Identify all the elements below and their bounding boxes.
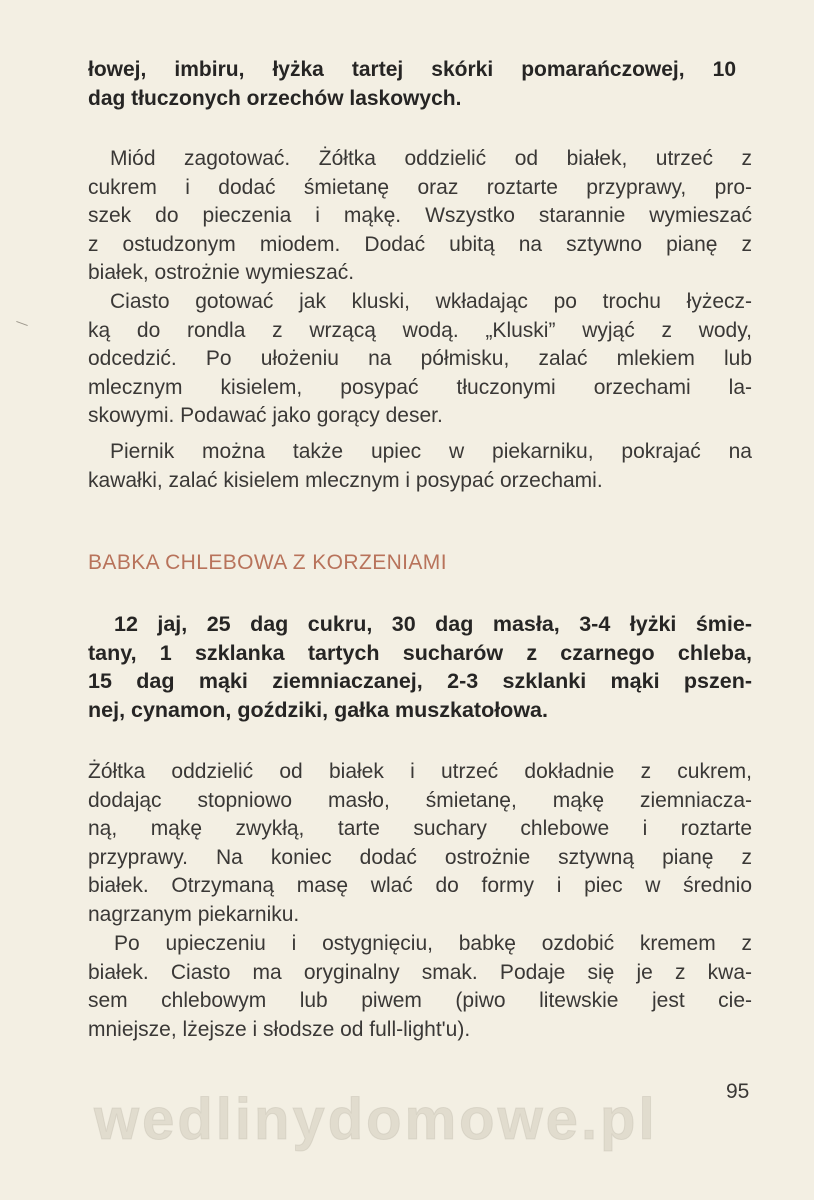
ingredients-continuation xyxy=(88,56,736,113)
text-line: z ostudzonym miodem. Dodać ubitą na sztywno pianę z xyxy=(88,232,752,256)
recipe-paragraph xyxy=(88,758,752,930)
text-line: ną, mąkę zwykłą, tarte suchary chlebowe i roztarte xyxy=(88,817,752,841)
text-line: sem chlebowym lub piwem (piwo litewskie jest cie- xyxy=(88,989,752,1013)
text-line: dodając stopniowo masło, śmietanę, mąkę ziemniacza- xyxy=(88,788,752,812)
text-line: skowymi. Podawać jako gorący deser. xyxy=(88,404,443,428)
watermark: wedlinydomowe.pl xyxy=(94,1087,658,1152)
text-line: Żółtka oddzielić od białek i utrzeć dokładnie z cukrem, xyxy=(88,760,752,783)
text-line: łowej, imbiru, łyżka tartej skórki pomarańczowej, 10 xyxy=(88,58,736,81)
recipe-paragraph xyxy=(88,438,752,495)
text-line: Miód zagotować. Żółtka oddzielić od białek, utrzeć z xyxy=(110,147,752,170)
recipe-paragraph xyxy=(88,288,752,431)
text-line: białek, ostrożnie wymieszać. xyxy=(88,261,355,285)
text-line: Piernik można także upiec w piekarniku, pokrajać na xyxy=(110,440,752,463)
text-line: nagrzanym piekarniku. xyxy=(88,902,300,926)
text-line: kawałki, zalać kisielem mlecznym i posypać orzechami. xyxy=(88,468,603,492)
text-line: Po upieczeniu i ostygnięciu, babkę ozdobić kremem z xyxy=(114,932,752,955)
text-line: odcedzić. Po ułożeniu na półmisku, zalać mlekiem lub xyxy=(88,347,752,371)
recipe-title: BABKA CHLEBOWA Z KORZENIAMI xyxy=(88,551,447,574)
text-line: szek do pieczenia i mąkę. Wszystko starannie wymieszać xyxy=(88,204,752,228)
text-line: ką do rondla z wrzącą wodą. „Kluski” wyjąć z wody, xyxy=(88,318,752,342)
text-line: białek. Ciasto ma oryginalny smak. Podaje się je z kwa- xyxy=(88,960,752,984)
text-line: 15 dag mąki ziemniaczanej, 2-3 szklanki mąki pszen- xyxy=(88,669,752,694)
text-line: mlecznym kisielem, posypać tłuczonymi orzechami la- xyxy=(88,375,752,399)
text-line: białek. Otrzymaną masę wlać do formy i piec w średnio xyxy=(88,874,752,898)
recipe-paragraph xyxy=(88,145,752,288)
text-line: mniejsze, lżejsze i słodsze od full-light'u). xyxy=(88,1017,471,1041)
text-line: nej, cynamon, goździki, gałka muszkatołowa. xyxy=(88,697,548,722)
text-line: dag tłuczonych orzechów laskowych. xyxy=(88,86,462,110)
page-number: 95 xyxy=(726,1080,750,1103)
text-line: tany, 1 szklanka tartych sucharów z czarnego chleba, xyxy=(88,640,752,665)
text-line: 12 jaj, 25 dag cukru, 30 dag masła, 3-4 łyżki śmie- xyxy=(114,612,752,636)
text-line: przyprawy. Na koniec dodać ostrożnie sztywną pianę z xyxy=(88,845,752,869)
text-line: cukrem i dodać śmietanę oraz roztarte przyprawy, pro- xyxy=(88,175,752,199)
scan-mark xyxy=(16,321,28,326)
text-line: Ciasto gotować jak kluski, wkładając po trochu łyżecz- xyxy=(110,290,752,313)
ingredients-list xyxy=(88,610,752,724)
recipe-paragraph xyxy=(88,930,752,1044)
